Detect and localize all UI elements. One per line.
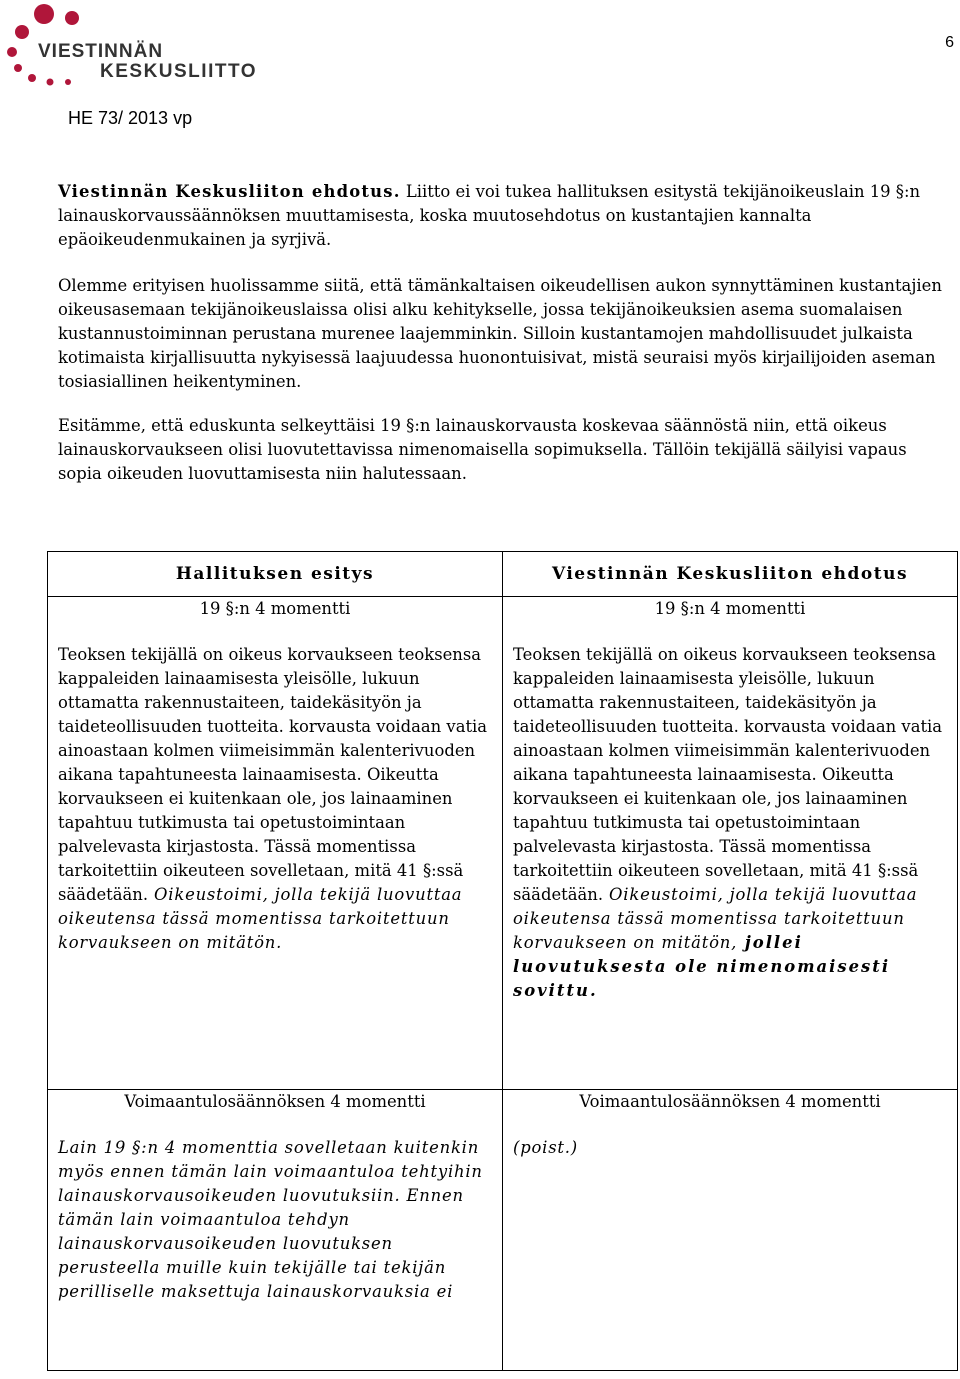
row1-right-plain: Teoksen tekijällä on oikeus korvaukseen teoksensa kappaleiden lainaamisesta yleisölle, lukuun ottamatta rakennustaiteen, taidekäsityön ja taideteollisuuden tuotteita. korvausta voidaan vatia ainoastaan kolmen viimeisimmän kalenterivuoden aikana tapahtuneesta lainaamisesta. Oikeutta korvaukseen ei kuitenkaan ole, jos lainaaminen tapahtuu tutkimusta tai opetustoimintaan palvelevasta kirjastosta. Tässä momentissa tarkoitettiin oikeuteen sovelletaan, mitä 41 §:ssä säädetään. — [513, 645, 943, 904]
table-row — [48, 1090, 958, 1371]
row1-right-italic: Oikeustoimi, jolla tekijä luovuttaa oikeutensa tässä momentissa tarkoitettuun korvaukseen on mitätön, — [513, 885, 918, 952]
comparison-table — [47, 551, 958, 1371]
row1-right-cell — [503, 597, 958, 1090]
logo — [4, 2, 266, 88]
row2-right-body: (poist.) — [513, 1138, 578, 1157]
intro-paragraph-2: Olemme erityisen huolissamme siitä, että tämänkaltaisen oikeudellisen aukon synnyttäminen kustantajien oikeusasemaan tekijänoikeuslaissa olisi alku kehitykselle, jossa tekijänoikeuksien asema suomalaisen kustannustoiminnan perustana murenee laajemminkin. Silloin kustantamojen mahdollisuudet julkaista kotimaista kirjallisuutta nykyisessä laajuudessa huonontuisivat, mistä seuraisi myös kirjailijoiden aseman tosiasiallinen heikentyminen. — [58, 276, 942, 391]
row2-left-cell — [48, 1090, 503, 1371]
intro-paragraph-1-text: Liitto ei voi tukea hallituksen esitystä tekijänoikeuslain 19 §:n lainauskorvaussäännöksen muuttamisesta, koska muutosehdotus on kustantajien kannalta epäoikeudenmukainen ja syrjivä. — [58, 182, 921, 249]
logo-line-1: VIESTINNÄN — [38, 41, 164, 62]
header-association-proposal: Viestinnän Keskusliiton ehdotus — [503, 552, 958, 597]
table-header-row — [48, 552, 958, 597]
page-number: 6 — [945, 34, 954, 51]
row2-left-heading: Voimaantulosäännöksen 4 momentti — [124, 1092, 426, 1111]
row1-right-bold: jollei luovutuksesta ole nimenomaisesti sovittu. — [513, 933, 891, 1000]
row1-right-heading: 19 §:n 4 momentti — [654, 599, 806, 618]
row1-right-body — [513, 643, 947, 1003]
row1-left-body — [58, 643, 492, 955]
intro-paragraph-1 — [58, 180, 948, 252]
row1-left-plain: Teoksen tekijällä on oikeus korvaukseen teoksensa kappaleiden lainaamisesta yleisölle, lukuun ottamatta rakennustaiteen, taidekäsityön ja taideteollisuuden tuotteita. korvausta voidaan vatia ainoastaan kolmen viimeisimmän kalenterivuoden aikana tapahtuneesta lainaamisesta. Oikeutta korvaukseen ei kuitenkaan ole, jos lainaaminen tapahtuu tutkimusta tai opetustoimintaan palvelevasta kirjastosta. Tässä momentissa tarkoitettiin oikeuteen sovelletaan, mitä 41 §:ssä säädetään. — [58, 645, 488, 904]
row1-left-heading: 19 §:n 4 momentti — [199, 599, 351, 618]
intro-paragraph-3: Esitämme, että eduskunta selkeyttäisi 19 §:n lainauskorvausta koskevaa säännöstä niin, että oikeus lainauskorvaukseen olisi luovutettavissa nimenomaisella sopimuksella. Tällöin tekijällä säilyisi vapaus sopia oikeuden luovuttamisesta niin halutessaan. — [58, 416, 907, 483]
intro-lead: Viestinnän Keskusliiton ehdotus. — [58, 182, 401, 201]
logo-line-2: KESKUSLIITTO — [100, 61, 257, 82]
row2-left-body: Lain 19 §:n 4 momenttia sovelletaan kuitenkin myös ennen tämän lain voimaantuloa tehtyihin lainauskorvausoikeuden luovutuksiin. Ennen tämän lain voimaantuloa tehdyn lainauskorvausoikeuden luovutuksen perusteella muille kuin tekijälle tai tekijän perilliselle maksettuja lainauskorvauksia ei — [58, 1138, 483, 1301]
row1-left-italic: Oikeustoimi, jolla tekijä luovuttaa oikeutensa tässä momentissa tarkoitettuun korvaukseen on mitätön. — [58, 885, 463, 952]
document-reference: HE 73/ 2013 vp — [68, 108, 193, 128]
header-government-proposal: Hallituksen esitys — [48, 552, 503, 597]
table-row — [48, 597, 958, 1090]
row1-left-cell — [48, 597, 503, 1090]
row2-right-heading: Voimaantulosäännöksen 4 momentti — [579, 1092, 881, 1111]
row2-right-cell — [503, 1090, 958, 1371]
